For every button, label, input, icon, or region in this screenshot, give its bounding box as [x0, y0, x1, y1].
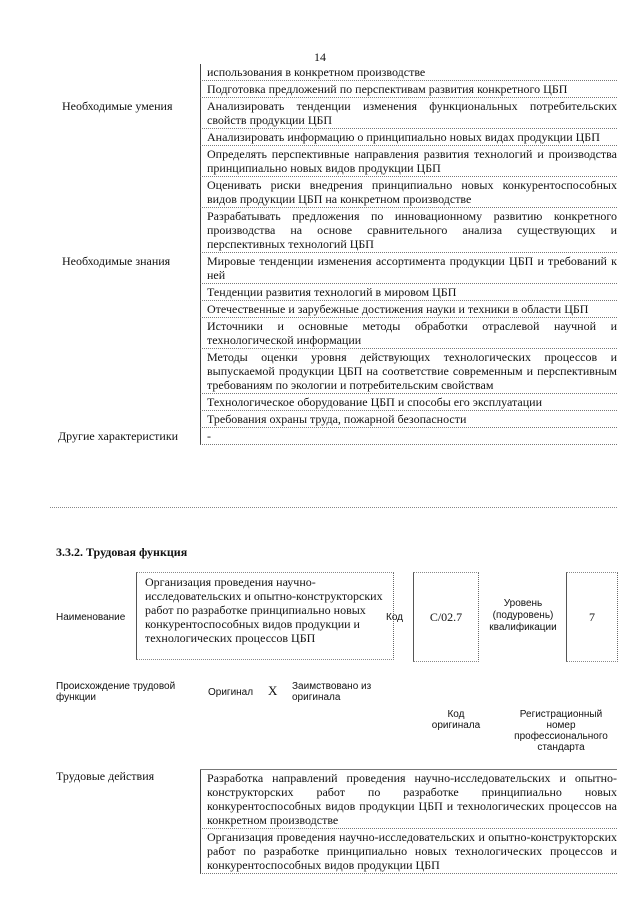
other-label: Другие характеристики: [58, 429, 179, 443]
table-row: Анализировать тенденции изменения функциональных потребительских свойств продукции ЦБП: [200, 98, 617, 129]
function-header: [56, 572, 616, 662]
table-row: Требования охраны труда, пожарной безопасности: [200, 411, 617, 428]
origin-block: [56, 681, 616, 761]
original-label: Оригинал: [208, 687, 254, 698]
table-row: Анализировать информацию о принципиально новых видах продукции ЦБП: [200, 129, 617, 146]
knowledge-group: [50, 253, 617, 428]
section-title: 3.3.2. Трудовая функция: [56, 545, 188, 559]
reg-number-label: Регистрационный номер профессионального стандарта: [514, 709, 608, 753]
labor-actions-table: [50, 769, 617, 874]
level-label: Уровень (подуровень) квалификации: [489, 598, 557, 633]
qualification-level: 7: [566, 572, 618, 662]
table-row: Разрабатывать предложения по инновационному развитию конкретного производства на основе сравнительного анализа существующих и перспективных технологий ЦБП: [200, 208, 617, 253]
table-row: Технологическое оборудование ЦБП и способы его эксплуатации: [200, 394, 617, 411]
table-row: Методы оценки уровня действующих технологических процессов и выпускаемой продукции ЦБП на соответствие современным и перспективным требованиям по экологии и потребительским свойствам: [200, 349, 617, 394]
original-mark: X: [268, 683, 278, 698]
table-row: Отечественные и зарубежные достижения науки и техники в области ЦБП: [200, 301, 617, 318]
function-name: Организация проведения научно-исследовательских и опытно-конструкторских работ по разработке принципиально новых конкурентоспособных видов продукции и технологических процессов ЦБП: [136, 572, 394, 660]
labor-actions-group: [50, 769, 617, 874]
continued-cells: [200, 64, 617, 98]
table-row: Источники и основные методы обработки отраслевой научной и технологической информации: [200, 318, 617, 349]
other-group: [50, 428, 617, 445]
skills-label: Необходимые умения: [62, 99, 173, 113]
continued-group: [50, 64, 617, 98]
table-row: Определять перспективные направления развития технологий и производства принципиально новых видов продукции ЦБП: [200, 146, 617, 177]
other-cells: [200, 428, 617, 445]
function-code: С/02.7: [413, 572, 479, 662]
table-row: использования в конкретном производстве: [200, 64, 617, 81]
code-original-label: Код оригинала: [431, 709, 481, 731]
competency-table: [50, 64, 617, 445]
table-row: Мировые тенденции изменения ассортимента продукции ЦБП и требований к ней: [200, 253, 617, 284]
name-label: Наименование: [56, 612, 126, 623]
table-row: Организация проведения научно-исследовательских и опытно-конструкторских работ по разработке принципиально новых технологических процессов и конкурентоспособных видов продукции ЦБП: [200, 829, 617, 874]
borrowed-label: Заимствовано из оригинала: [292, 681, 372, 703]
labor-actions-cells: [200, 769, 617, 874]
page-number: 14: [314, 50, 326, 64]
table-row: Разработка направлений проведения научно-исследовательских и опытно-конструкторских работ по разработке принципиально новых конкурентоспособных видов продукции ЦБП и технологических процессов на конкретном производстве: [200, 770, 617, 829]
skills-cells: [200, 98, 617, 253]
knowledge-label: Необходимые знания: [62, 254, 171, 268]
table-row: -: [200, 428, 617, 445]
table-row: Оценивать риски внедрения принципиально новых конкурентоспособных видов продукции ЦБП на конкретном производстве: [200, 177, 617, 208]
origin-label: Происхождение трудовой функции: [56, 681, 176, 703]
table-row: Подготовка предложений по перспективам развития конкретного ЦБП: [200, 81, 617, 98]
continued-label: [50, 64, 200, 98]
knowledge-cells: [200, 253, 617, 428]
table-bottom-rule: [50, 507, 617, 508]
skills-group: [50, 98, 617, 253]
labor-actions-label: Трудовые действия: [56, 769, 155, 783]
code-label: Код: [386, 612, 404, 623]
table-row: Тенденции развития технологий в мировом ЦБП: [200, 284, 617, 301]
